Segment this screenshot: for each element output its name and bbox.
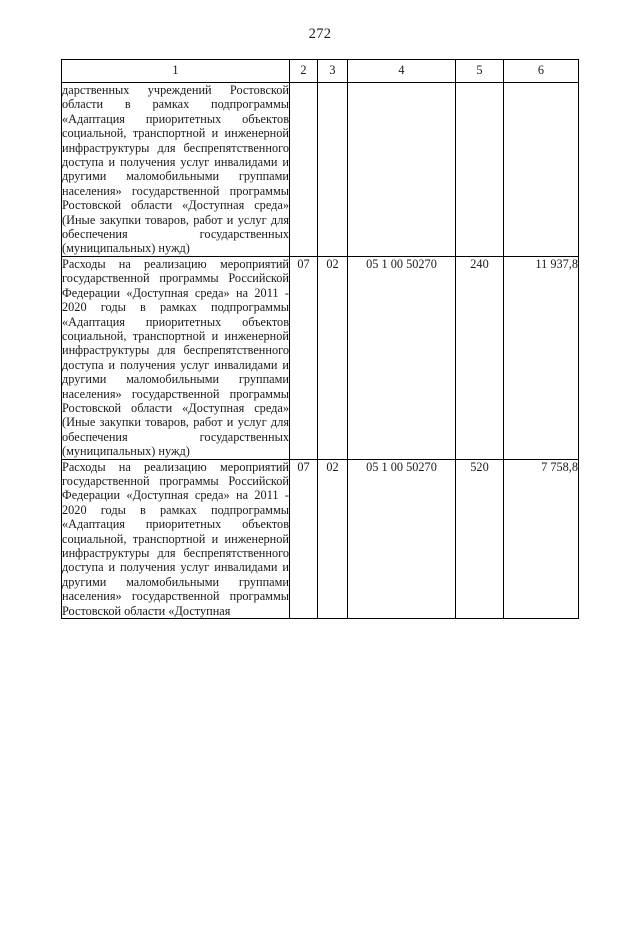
row-description: Расходы на реализацию мероприятий государственной программы Российской Федерации «Доступная среда» на 2011 - 2020 годы в рамках подпрограммы «Адаптация приоритетных объектов социальной, транспортной и инженерной инфраструктуры для беспрепятственного доступа и получения услуг инвалидами и другими маломобильными группами населения» государственной программы Ростовской области «Доступная среда» (Иные закупки товаров, работ и услуг для обеспечения государственных (муниципальных) нужд) — [62, 256, 289, 459]
column-header-6: 6 — [504, 60, 579, 83]
row-expense-type — [456, 83, 504, 257]
row-amount: 7 758,8 — [504, 459, 579, 618]
row-subsection-code: 02 — [318, 459, 348, 618]
row-target-code — [348, 83, 456, 257]
row-amount — [504, 83, 579, 257]
table-column-number-row — [62, 60, 579, 83]
table-row — [62, 83, 579, 257]
row-amount: 11 937,8 — [504, 256, 579, 459]
page-number: 272 — [308, 26, 332, 42]
column-header-3: 3 — [318, 60, 348, 83]
column-header-4: 4 — [348, 60, 456, 83]
column-header-5: 5 — [456, 60, 504, 83]
row-section-code: 07 — [290, 459, 318, 618]
row-description: дарственных учреждений Ростовской области в рамках подпрограммы «Адаптация приоритетных объектов социальной, транспортной и инженерной инфраструктуры для беспрепятственного доступа и получения услуг инвалидами и другими маломобильными группами населения» государственной программы Ростовской области «Доступная среда» (Иные закупки товаров, работ и услуг для обеспечения государственных (муниципальных) нужд) — [62, 83, 289, 256]
row-target-code: 05 1 00 50270 — [348, 256, 456, 459]
row-subsection-code: 02 — [318, 256, 348, 459]
row-subsection-code — [318, 83, 348, 257]
column-header-1: 1 — [62, 60, 290, 83]
column-header-2: 2 — [290, 60, 318, 83]
row-description: Расходы на реализацию мероприятий государственной программы Российской Федерации «Доступная среда» на 2011 - 2020 годы в рамках подпрограммы «Адаптация приоритетных объектов социальной, транспортной и инженерной инфраструктуры для беспрепятственного доступа и получения услуг инвалидами и другими маломобильными группами населения» государственной программы Ростовской области «Доступная — [62, 459, 289, 618]
row-expense-type: 240 — [456, 256, 504, 459]
row-section-code — [290, 83, 318, 257]
row-target-code: 05 1 00 50270 — [348, 459, 456, 618]
row-section-code: 07 — [290, 256, 318, 459]
budget-table — [61, 59, 579, 619]
table-row — [62, 256, 579, 459]
document-page — [0, 26, 640, 931]
table-row — [62, 459, 579, 618]
row-expense-type: 520 — [456, 459, 504, 618]
